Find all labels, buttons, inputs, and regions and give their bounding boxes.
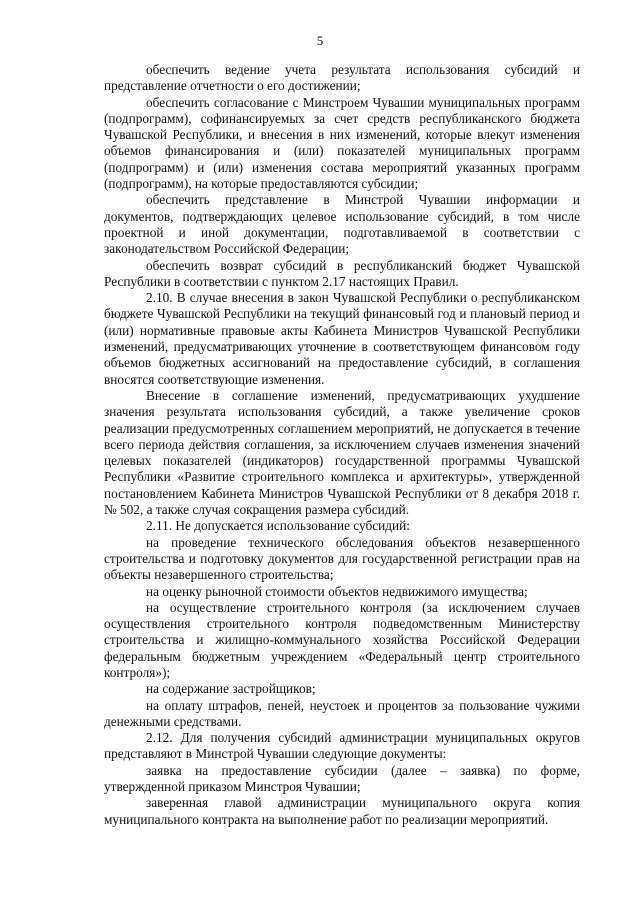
paragraph: на оплату штрафов, пеней, неустоек и процентов за пользование чужими денежными средствами. xyxy=(104,697,580,729)
paragraph: обеспечить согласование с Минстроем Чувашии муниципальных программ (подпрограмм), софинансируемых за счет средств республиканского бюджета Чувашской Республики, и внесения в них изменений, которые влекут изменения объемов финансирования и (или) показателей муниципальных программ (подпрограмм) и (или) изменения состава мероприятий указанных программ (подпрограмм), на которые предоставляются субсидии; xyxy=(104,94,580,192)
paragraph: на содержание застройщиков; xyxy=(146,681,316,697)
paragraph: обеспечить возврат субсидий в республиканский бюджет Чувашской Республики в соответствии с пунктом 2.17 настоящих Правил. xyxy=(104,257,580,289)
paragraph: 2.12. Для получения субсидий администрации муниципальных округов представляют в Минстрой Чувашии следующие документы: xyxy=(104,730,580,762)
paragraph: 2.10. В случае внесения в закон Чувашской Республики о республиканском бюджете Чувашской Республики на текущий финансовый год и плановый период и (или) нормативные правовые акты Кабинета Министров Чувашской Республики изменений, предусматривающих уточнение в соответствующем финансовом году объемов бюджетных ассигнований на предоставление субсидий, в соглашения вносятся соответствующие изменения. xyxy=(104,290,580,387)
paragraph: 2.11. Не допускается использование субсидий: xyxy=(146,518,410,534)
paragraph: заверенная главой администрации муниципального округа копия муниципального контракта на выполнение работ по реализации мероприятий. xyxy=(104,795,580,827)
paragraph: на оценку рыночной стоимости объектов недвижимого имущества; xyxy=(146,583,528,599)
paragraph: обеспечить ведение учета результата использования субсидий и представление отчетности о его достижении; xyxy=(104,62,580,94)
paragraph: обеспечить представление в Минстрой Чувашии информации и документов, подтверждающих целевое использование субсидий, в том числе проектной и иной документации, подготавливаемой в соответствии с законодательством Российской Федерации; xyxy=(104,192,580,257)
page-number: 5 xyxy=(316,33,324,48)
document-body xyxy=(104,62,580,828)
paragraph: заявка на предоставление субсидии (далее – заявка) по форме, утвержденной приказом Минстроя Чувашии; xyxy=(104,762,580,795)
paragraph: на проведение технического обследования объектов незавершенного строительства и подготовку документов для государственной регистрации прав на объекты незавершенного строительства; xyxy=(104,534,580,583)
paragraph: Внесение в соглашение изменений, предусматривающих ухудшение значения результата использования субсидий, а также увеличение сроков реализации предусмотренных соглашением мероприятий, не допускается в течение всего периода действия соглашения, за исключением случаев изменения значений целевых показателей (индикаторов) государственной программы Чувашской Республики «Развитие строительного комплекса и архитектуры», утвержденной постановлением Кабинета Министров Чувашской Республики от 8 декабря 2018 г. № 502, а также случая сокращения размера субсидий. xyxy=(104,387,580,518)
paragraph: на осуществление строительного контроля (за исключением случаев осуществления строительного контроля подведомственным Министерству строительства и жилищно-коммунального хозяйства Российской Федерации федеральным бюджетным учреждением «Федеральный центр строительного контроля»); xyxy=(104,599,580,680)
